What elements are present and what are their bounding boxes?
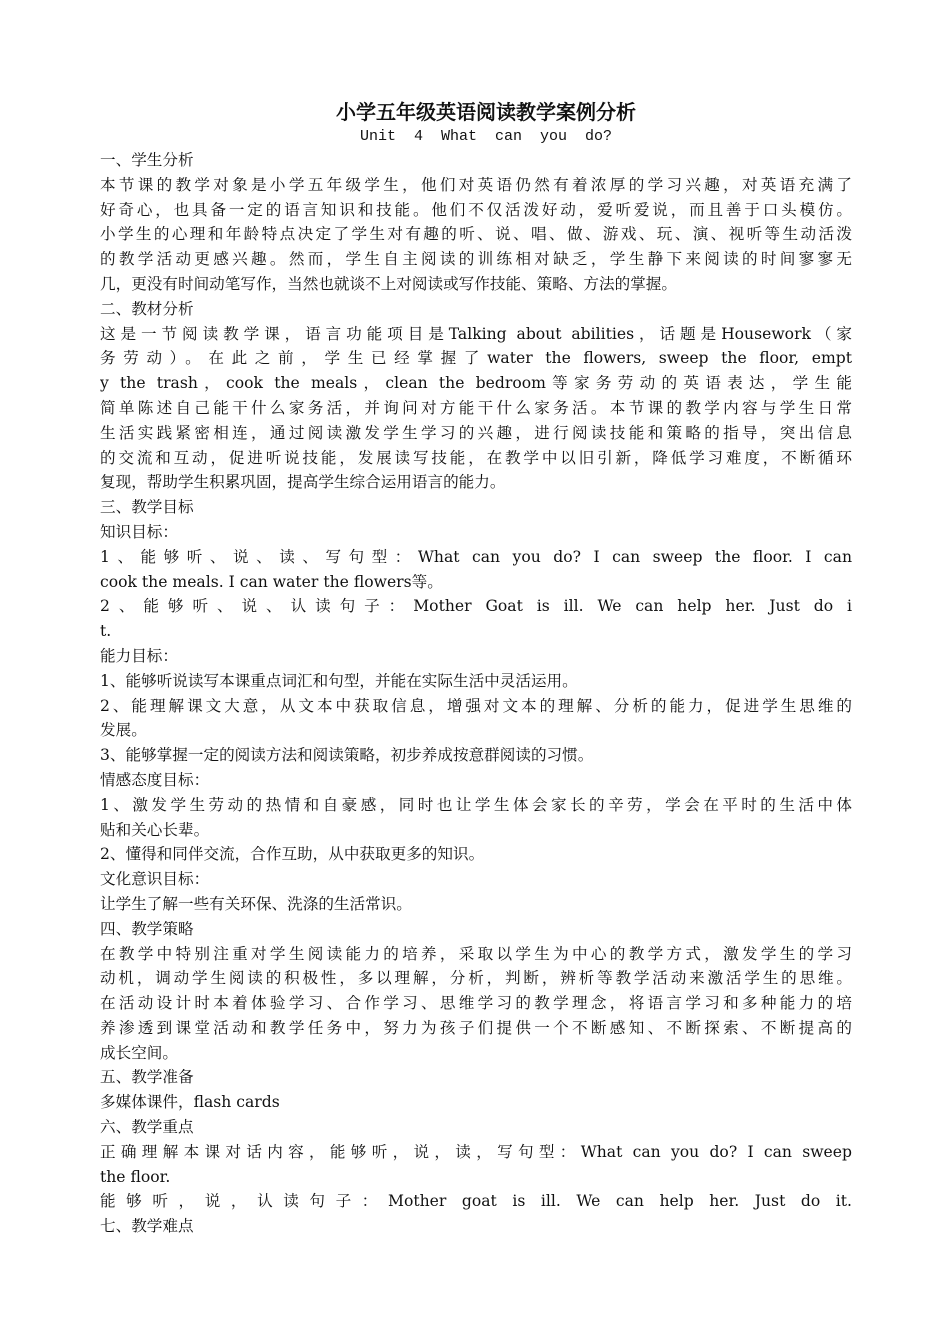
text-line: 养渗透到课堂活动和教学任务中，努力为孩子们提供一个不断感知、不断探索、不断提高的 — [100, 1018, 852, 1037]
text-line: y the trash，cook the meals，clean the bedroom等家务劳动的英语表达，学生能 — [100, 374, 852, 393]
text-line: the floor. — [100, 1167, 171, 1186]
text-line: 动机，调动学生阅读的积极性，多以理解，分析，判断，辨析等教学活动来激活学生的思维。 — [100, 969, 852, 988]
text-line: t. — [100, 622, 112, 641]
text-line: 复现，帮助学生积累巩固，提高学生综合运用语言的能力。 — [100, 473, 506, 492]
text-line: 贴和关心长辈。 — [100, 820, 210, 839]
text-line: 本节课的教学对象是小学五年级学生，他们对英语仍然有着浓厚的学习兴趣，对英语充满了 — [100, 175, 852, 194]
document-body — [100, 148, 852, 1239]
text-line: 能够听，说，认读句子：Mother goat is ill. We can help her. Just do it. — [100, 1192, 852, 1211]
text-line: 1、能够听说读写本课重点词汇和句型，并能在实际生活中灵活运用。 — [100, 671, 578, 690]
text-line: cook the meals. I can water the flowers等。 — [100, 572, 443, 591]
text-line: 2、懂得和同伴交流，合作互助，从中获取更多的知识。 — [100, 845, 485, 864]
document-page — [100, 98, 852, 1239]
text-line: 文化意识目标： — [100, 870, 210, 889]
text-line: 生活实践紧密相连，通过阅读激发学生学习的兴趣，进行阅读技能和策略的指导，突出信息 — [100, 423, 852, 442]
text-line: 让学生了解一些有关环保、洗涤的生活常识。 — [100, 894, 412, 913]
text-line: 1、能够听、说、读、写句型：What can you do? I can sweep the floor. I can — [100, 547, 852, 566]
text-line: 在活动设计时本着体验学习、合作学习、思维学习的教学理念，将语言学习和多种能力的培 — [100, 994, 852, 1013]
text-line: 一、学生分析 — [100, 151, 194, 169]
text-line: 能力目标： — [100, 646, 178, 665]
text-line: 2、能够听、说、认读句子：Mother Goat is ill. We can help her. Just do i — [100, 597, 852, 616]
text-line: 发展。 — [100, 721, 147, 740]
text-line: 务劳动）。在此之前，学生已经掌握了water the flowers, sweep the floor, empt — [100, 349, 852, 368]
text-line: 三、教学目标 — [100, 498, 194, 517]
text-line: 在教学中特别注重对学生阅读能力的培养，采取以学生为中心的教学方式，激发学生的学习 — [100, 944, 852, 963]
text-line: 的交流和互动，促进听说技能，发展读写技能，在教学中以旧引新，降低学习难度，不断循环 — [100, 448, 852, 467]
text-line: 二、教材分析 — [100, 299, 194, 318]
text-line: 这是一节阅读教学课，语言功能项目是Talking about abilities，话题是Housework（家 — [100, 324, 852, 343]
text-line: 的教学活动更感兴趣。然而，学生自主阅读的训练相对缺乏，学生静下来阅读的时间寥寥无 — [100, 250, 852, 269]
text-line: 好奇心，也具备一定的语言知识和技能。他们不仅活泼好动，爱听爱说，而且善于口头模仿。 — [100, 200, 852, 219]
text-line: 知识目标： — [100, 522, 178, 541]
text-line: 正确理解本课对话内容，能够听，说，读，写句型：What can you do? I can sweep — [100, 1142, 852, 1161]
text-line: 四、教学策略 — [100, 919, 194, 938]
text-line: 七、教学难点 — [100, 1217, 194, 1236]
text-line: 成长空间。 — [100, 1043, 178, 1062]
text-line: 简单陈述自己能干什么家务活，并询问对方能干什么家务活。本节课的教学内容与学生日常 — [100, 398, 852, 417]
document-title: 小学五年级英语阅读教学案例分析 — [336, 100, 636, 124]
text-line: 2、能理解课文大意，从文本中获取信息，增强对文本的理解、分析的能力，促进学生思维的 — [100, 696, 852, 715]
document-subtitle: Unit 4 What can you do? — [359, 128, 613, 145]
text-line: 几，更没有时间动笔写作，当然也就谈不上对阅读或写作技能、策略、方法的掌握。 — [100, 274, 677, 293]
text-line: 小学生的心理和年龄特点决定了学生对有趣的听、说、唱、做、游戏、玩、演、视听等生动活泼 — [100, 225, 852, 244]
text-line: 六、教学重点 — [100, 1118, 194, 1137]
text-line: 多媒体课件，flash cards — [100, 1093, 280, 1112]
text-line: 1、激发学生劳动的热情和自豪感，同时也让学生体会家长的辛劳，学会在平时的生活中体 — [100, 795, 852, 814]
text-line: 五、教学准备 — [100, 1068, 194, 1087]
text-line: 3、能够掌握一定的阅读方法和阅读策略，初步养成按意群阅读的习惯。 — [100, 746, 594, 765]
text-line: 情感态度目标： — [100, 770, 210, 789]
